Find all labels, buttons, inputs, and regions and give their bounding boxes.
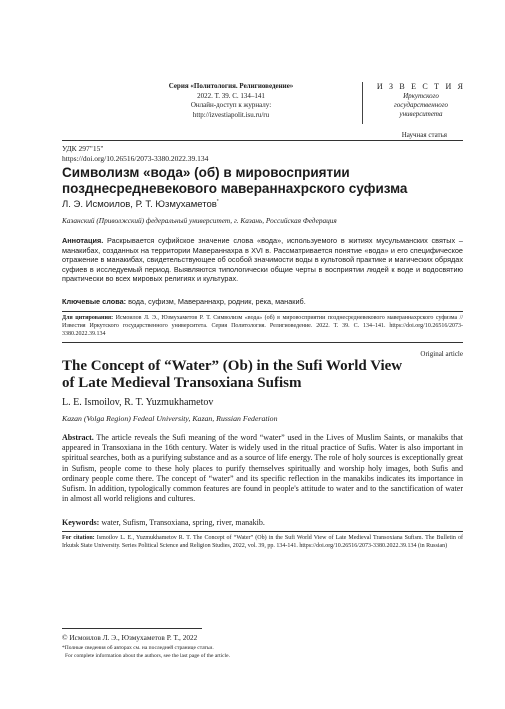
citation-ru-text: Исмоилов Л. Э., Юзмухаметов Р. Т. Символизм «вода» (об) в мировосприятии позднесредневекового мавераннахрского суфизма // Известия Иркутского государственного университета. Серия Политология. Религиоведение. 2022. Т. 39. С. 134–141. https://doi.org/10.26516/2073-3380.2022.39.134 <box>62 315 463 338</box>
citation-en-label: For citation: <box>62 535 95 541</box>
cite-rule-ru <box>62 311 463 312</box>
citation-ru-label: Для цитирования: <box>62 315 114 321</box>
journal-logo-block <box>372 82 470 119</box>
title-ru-line-2: позднесредневекового мавераннахрского суфизма <box>62 180 408 196</box>
authors-ru <box>62 199 219 210</box>
citation-en-text: Ismoilov L. E., Yuzmukhametov R. T. The Concept of “Water” (Ob) in the Sufi World View of Late Medieval Transoxiana Sufism. The Bulletin of Irkutsk State University. Series Political Science and Religion Studies, 2022, vol. 39, pp. 134-141. https://doi.org/10.26516/2073-3380.2022.39.134 (in Russian) <box>62 535 463 550</box>
keywords-en <box>62 518 265 527</box>
authors-en: L. E. Ismoilov, R. T. Yuzmukhametov <box>62 397 214 408</box>
udk-code: УДК 297"15" <box>62 144 104 153</box>
journal-series-block <box>150 82 312 120</box>
abstract-en-text: The article reveals the Sufi meaning of the word “water” used in the Lives of Muslim Saints, or manakibs that appeared in Transoxiana in the 16th century. Water is widely used in the ritual practice of Sufis. Water is also important in spiritual searches, both as a purifying substance and as a source of life energy. The role of holy sources is exceptionally great in Sufism, people come to these holy places to purify themselves spiritually and worship holy images, both Sufis and ordinary people come there. The concept of “water” and its specific reflection in the manakibs indicates its importance in Sufism. In addition, typologically common features are found in people's attitude to water and to the sanctification of water in almost all world religions and cultures. <box>62 433 463 504</box>
issue-info: 2022. Т. 39. С. 134–141 <box>197 91 265 100</box>
title-ru <box>62 165 463 196</box>
cite-rule-en <box>62 531 463 532</box>
abstract-ru <box>62 236 463 284</box>
copyright: © Исмоилов Л. Э., Юзмухаметов Р. Т., 2022 <box>62 633 198 642</box>
abstract-en <box>62 433 463 504</box>
title-en-line-2: of Late Medieval Transoxiana Sufism <box>62 375 302 391</box>
citation-en <box>62 534 463 550</box>
title-en-line-1: The Concept of “Water” (Ob) in the Sufi World View <box>62 358 403 374</box>
author-footnote-mark: * <box>216 199 219 205</box>
footnote-en: For complete information about the authors, see the last page of the article. <box>65 653 230 659</box>
journal-url[interactable]: http://izvestiapolit.isu.ru/ru <box>192 110 270 119</box>
keywords-ru-label: Ключевые слова: <box>62 297 127 306</box>
footnote-rule <box>62 628 202 629</box>
keywords-en-label: Keywords: <box>62 518 100 527</box>
doi-link[interactable]: https://doi.org/10.26516/2073-3380.2022.39.134 <box>62 153 209 163</box>
title-ru-line-1: Символизм «вода» (об) в мировосприятии <box>62 165 350 180</box>
citation-ru <box>62 314 463 339</box>
authors-ru-names: Л. Э. Исмоилов, Р. Т. Юзмухаметов <box>62 199 217 211</box>
cite-rule-ru-bottom <box>62 342 463 343</box>
abstract-ru-text: Раскрывается суфийское значение слова «вода», используемого в житиях мусульманских святых – манакибах, созданных на территории Мавераннахра в XVI в. Рассматривается понятие «вода» и его специфическое отражение в манакибах, свидетельствующее об особой значимости воды в культовой практике и магических обрядах суфиев в исследуемый период. Выявляются типологически общие черты в восприятии людей к воде и водосвятию практически во всех мировых религиях и культурах. <box>62 236 463 283</box>
abstract-ru-label: Аннотация. <box>62 236 104 245</box>
header-divider <box>362 82 363 124</box>
abstract-en-label: Abstract. <box>62 433 94 442</box>
keywords-ru-text: вода, суфизм, Мавераннахр, родник, река, манакиб. <box>128 297 306 306</box>
title-en <box>62 358 463 392</box>
journal-name: И З В Е С Т И Я <box>376 82 466 91</box>
article-type-ru: Научная статья <box>401 131 447 139</box>
header-rule <box>62 140 463 141</box>
journal-sub-1: Иркутского <box>403 92 439 100</box>
affiliation-ru: Казанский (Приволжский) федеральный университет, г. Казань, Российская Федерация <box>62 216 337 225</box>
udk-block <box>62 144 208 163</box>
online-access-label: Онлайн-доступ к журналу: <box>190 101 272 110</box>
affiliation-en: Kazan (Volga Region) Fedeal University, Kazan, Russian Federation <box>62 414 278 423</box>
series-title: Серия «Политология. Религиоведение» <box>168 82 294 90</box>
article-type-en: Original article <box>420 350 463 358</box>
journal-sub-3: университета <box>399 110 443 118</box>
journal-sub-2: государственного <box>394 101 448 109</box>
footnote-ru: *Полные сведения об авторах см. на последней странице статьи. <box>62 645 214 651</box>
keywords-ru <box>62 297 463 307</box>
keywords-en-text: water, Sufism, Transoxiana, spring, river, manakib. <box>101 518 265 527</box>
